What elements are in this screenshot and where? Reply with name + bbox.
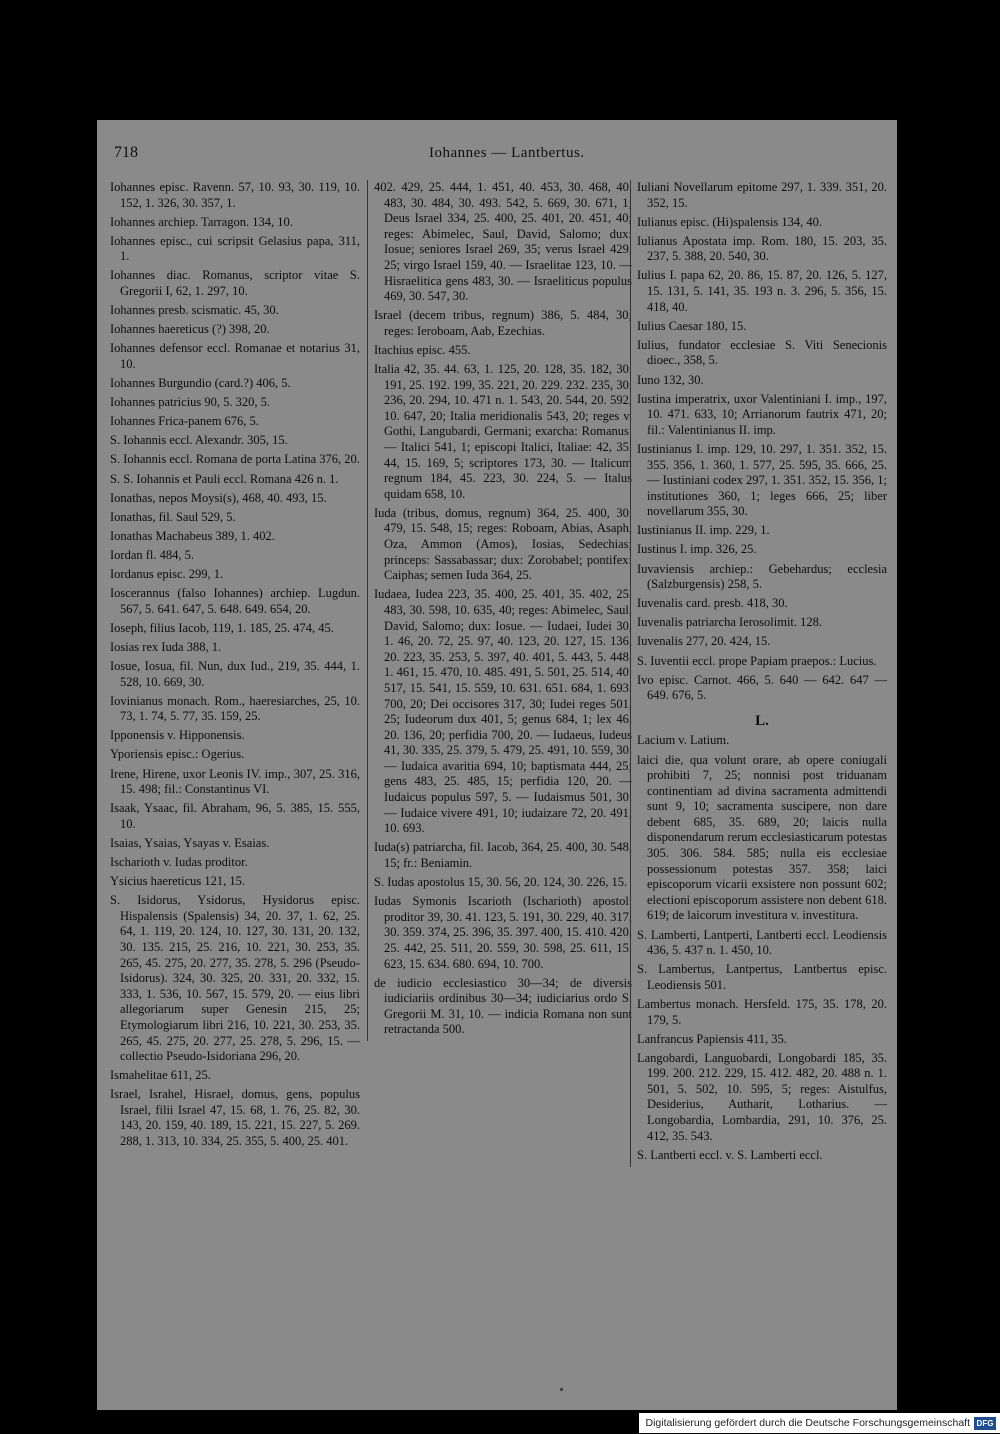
index-entry: S. Lamberti, Lantperti, Lantberti eccl. Leodiensis 436, 5. 437 n. 1. 450, 10. (637, 927, 887, 958)
index-entry: Iulianus episc. (Hi)spalensis 134, 40. (637, 214, 823, 229)
index-entry: Iulius, fundator ecclesiae S. Viti Senecionis dioec., 358, 5. (637, 337, 887, 368)
index-entry: laici die, qua volunt orare, ab opere coniugali prohibiti 7, 25; nonnisi post triduanam continentiam ad divina sacramenta admittendi sunt 9, 10; sacramenta suscipere, non dare debent 685, 35. 689, 20; laicis nulla disponendarum rerum ecclesiasticarum potestas 305. 306. 584. 585; nulla eis ecclesiae possessionum potestas 357. 358; laici episcoporum vicarii exsistere non possunt 602; electioni episcoporum assistere non debent 618. 619; de laicorum investitura v. investitura. (637, 752, 887, 923)
footer-mark (560, 1388, 563, 1391)
index-entry: Isaak, Ysaac, fil. Abraham, 96, 5. 385, 15. 555, 10. (110, 801, 360, 831)
index-entry: Iuvenalis patriarcha Ierosolimit. 128. (637, 615, 823, 630)
index-entry: Isaias, Ysaias, Ysayas v. Esaias. (110, 835, 270, 850)
index-entry: Iustina imperatrix, uxor Valentiniani I. imp., 197, 10. 471. 633, 10; Arrianorum fautrix 471, 20; fil.: Valentinianus II. imp. (637, 391, 887, 437)
index-entry: Iudaea, Iudea 223, 35. 400, 25. 401, 35. 402, 25. 483, 30. 598, 10. 635, 40; reges: Abimelec, Saul, David, Salomo; dux: Iosue. — Iudaei, Iudei 30, 1. 46, 20. 72, 25. 97, 40. 123, 20. 127, 15. 136, 20. 223, 35. 253, 5. 397, 40. 401, 5. 443, 5. 448, 1. 461, 15. 470, 10. 485. 491, 5. 501, 25. 514, 40. 517, 15. 541, 15. 559, 10. 631. 651. 684, 1. 693. 700, 20; Dei occisores 317, 30; Iudei reges 501, 25; Iudeorum dux 401, 5; genus 684, 1; lex 46, 20. 136, 20; perfidia 700, 20. — Iudaeus, Iudeus 41, 30. 335, 25. 379, 5. 479, 25. 491, 10. 559, 30. — Iudaica avaritia 694, 10; baptismata 444, 25; gens 483, 25. 485, 15; perfidia 120, 20. — Iudaicus populus 597, 5. — Iudaismus 501, 30. — Iudaice vivere 491, 10; iudaizare 72, 20. 491, 10. 693. (374, 587, 632, 836)
scanned-page (97, 120, 897, 1410)
index-entry: Ionathas, nepos Moysi(s), 468, 40. 493, 15. (110, 490, 327, 505)
index-entry: Ionathas Machabeus 389, 1. 402. (110, 528, 275, 543)
index-entry: Iohannes patricius 90, 5. 320, 5. (110, 395, 271, 410)
index-entry: Ischarioth v. Iudas proditor. (110, 854, 248, 869)
index-entry: Iuvenalis 277, 20. 424, 15. (637, 634, 771, 649)
index-column-2 (367, 180, 632, 1041)
funding-credit (639, 1413, 1000, 1433)
index-entry: S. Iudas apostolus 15, 30. 56, 20. 124, 30. 226, 15. (374, 875, 628, 890)
index-entry: Iustinianus II. imp. 229, 1. (637, 523, 770, 538)
index-entry: Iovinianus monach. Rom., haeresiarches, 25, 10. 73, 1. 74, 5. 77, 35. 159, 25. (110, 693, 360, 724)
index-entry: Iohannes episc. Ravenn. 57, 10. 93, 30. 119, 10. 152, 1. 326, 30. 357, 1. (110, 180, 360, 210)
index-entry: Iuliani Novellarum epitome 297, 1. 339. 351, 20. 352, 15. (637, 180, 887, 210)
index-entry: Iohannes Burgundio (card.?) 406, 5. (110, 376, 291, 391)
index-entry: Langobardi, Languobardi, Longobardi 185, 35. 199. 200. 212. 229, 15. 412. 482, 20. 488 n. 1. 501, 5. 502, 10. 595, 5; reges: Aistulfus, Desiderius, Autharit, Lotharius. — Longobardia, Lombardia, 291, 10. 376, 25. 412, 35. 543. (637, 1050, 887, 1143)
index-entry: Iulius Caesar 180, 15. (637, 318, 747, 333)
index-entry: Iohannes episc., cui scripsit Gelasius papa, 311, 1. (110, 233, 360, 264)
section-letter: L. (755, 712, 769, 729)
index-entry: Israel, Israhel, Hisrael, domus, gens, populus Israel, filii Israel 47, 15. 68, 1. 76, 25. 82, 30. 143, 20. 159, 40. 189, 15. 221, 15. 227, 5. 269. 288, 1. 313, 10. 334, 25. 355, 5. 400, 25. 401. (110, 1087, 360, 1149)
index-entry: Yporiensis episc.: Ogerius. (110, 747, 245, 762)
index-entry: Iordan fl. 484, 5. (110, 547, 195, 562)
index-entry: Iordanus episc. 299, 1. (110, 566, 224, 581)
funding-credit-text: Digitalisierung gefördert durch die Deutsche Forschungsgemeinschaft (645, 1417, 970, 1429)
index-entry: Ionathas, fil. Saul 529, 5. (110, 509, 236, 524)
index-entry: S. Iuventii eccl. prope Papiam praepos.: Lucius. (637, 653, 877, 668)
index-entry: Iustinianus I. imp. 129, 10. 297, 1. 351. 352, 15. 355. 356, 1. 360, 1. 577, 25. 595, 35. 666, 25. — Iustiniani codex 297, 1. 351. 352, 15. 356, 1; institutiones 360, 1; leges 666, 25; liber novellarum 355, 30. (637, 441, 887, 519)
index-entry: 402. 429, 25. 444, 1. 451, 40. 453, 30. 468, 40. 483, 30. 484, 30. 493. 542, 5. 669, 30. 671, 1; Deus Israel 334, 25. 400, 25. 401, 20. 451, 40; reges: Abimelec, Saul, David, Salomo; dux: Iosue; seniores Israel 269, 35; verus Israel 429, 25; virgo Israel 159, 40. — Israelitae 123, 10. — Hisraelitica gens 483, 30. — Israeliticus populus 469, 30. 547, 30. (374, 180, 632, 304)
page-number: 718 (114, 144, 138, 161)
index-entry: Lanfrancus Papiensis 411, 35. (637, 1031, 787, 1046)
index-entry: Italia 42, 35. 44. 63, 1. 125, 20. 128, 35. 182, 30. 191, 25. 192. 199, 35. 221, 20. 229. 232. 235, 30. 236, 20. 294, 10. 471 n. 1. 543, 20. 544, 20. 592, 10. 647, 20; Italia meridionalis 543, 20; reges v. Gothi, Langubardi, Germani; exarcha: Romanus. — Italici 541, 1; episcopi Italici, Italiae: 42, 35. 44, 15. 169, 5; scriptores 173, 30. — Italicum regnum 184, 45. 223, 30. 224, 5. — Italus quidam 658, 10. (374, 362, 632, 501)
running-head: Iohannes — Lantbertus. (429, 145, 585, 161)
index-entry: Lacium v. Latium. (637, 733, 730, 748)
index-entry: Ivo episc. Carnot. 466, 5. 640 — 642. 647 — 649. 676, 5. (637, 672, 887, 703)
index-entry: S. Iohannis eccl. Alexandr. 305, 15. (110, 433, 288, 448)
index-entry: S. S. Iohannis et Pauli eccl. Romana 426 n. 1. (110, 471, 339, 486)
index-entry: Itachius episc. 455. (374, 342, 471, 357)
page-header (114, 144, 884, 168)
index-entry: Iuno 132, 30. (637, 372, 704, 387)
index-entry: Iulius I. papa 62, 20. 86, 15. 87, 20. 126, 5. 127, 15. 131, 5. 141, 35. 193 n. 3. 296, 5. 356, 15. 418, 40. (637, 268, 887, 314)
index-entry: S. Lantberti eccl. v. S. Lamberti eccl. (637, 1147, 823, 1162)
index-entry: Iuda (tribus, domus, regnum) 364, 25. 400, 30. 479, 15. 548, 15; reges: Roboam, Abias, Asaph, Oza, Ammon (Amos), Iosias, Sedechias; princeps: Sassabassar; dux: Zorobabel; pontifex: Caiphas; semen Iuda 364, 25. (374, 505, 632, 583)
index-entry: Ipponensis v. Hipponensis. (110, 728, 245, 743)
index-entry: Ioseph, filius Iacob, 119, 1. 185, 25. 474, 45. (110, 620, 334, 635)
dfg-logo: DFG (974, 1417, 996, 1430)
index-entry: Iudas Symonis Iscarioth (Ischarioth) apostol. proditor 39, 30. 41. 123, 5. 191, 30. 229, 40. 317, 30. 359. 374, 25. 396, 35. 397. 400, 15. 410. 420, 25. 442, 25. 511, 20. 559, 30. 598, 25. 611, 15. 623, 15. 634. 680. 694, 10. 700. (374, 894, 632, 971)
index-entry: Iustinus I. imp. 326, 25. (637, 542, 757, 557)
index-entry: S. Iohannis eccl. Romana de porta Latina 376, 20. (110, 452, 360, 467)
index-entry: Israel (decem tribus, regnum) 386, 5. 484, 30; reges: Ieroboam, Aab, Ezechias. (374, 308, 632, 338)
index-entry: Iuda(s) patriarcha, fil. Iacob, 364, 25. 400, 30. 548, 15; fr.: Beniamin. (374, 840, 632, 870)
index-entry: Iohannes diac. Romanus, scriptor vitae S. Gregorii I, 62, 1. 297, 10. (110, 268, 360, 299)
index-entry: Iohannes haereticus (?) 398, 20. (110, 322, 270, 337)
index-entry: Iohannes Frica-panem 676, 5. (110, 414, 259, 429)
index-entry: S. Isidorus, Ysidorus, Hysidorus episc. Hispalensis (Spalensis) 34, 20. 37, 1. 62, 25. 64, 1. 119, 20. 124, 10. 127, 30. 131, 20. 132, 30. 135. 215, 25. 216, 10. 221, 30. 253, 35. 265, 45. 275, 20. 277, 35. 278, 5. 296 (Pseudo-Isidorus). 324, 30. 325, 20. 331, 20. 332, 15. 333, 1. 536, 10. 567, 15. 579, 20. — eius libri allegoriarum super Genesin 215, 25; Etymologiarum libri 216, 10. 221, 30. 253, 35. 265, 45. 275, 20. 277, 25. 278, 5. 296, 15. — collectio Pseudo-Isidoriana 296, 20. (110, 893, 360, 1064)
index-column-3 (630, 180, 887, 1167)
index-entry: de iudicio ecclesiastico 30—34; de diversis iudiciariis ordinibus 30—34; iudiciarius ordo S. Gregorii M. 31, 10. — indicia Romana non sunt retractanda 500. (374, 975, 632, 1037)
index-entry: Iosue, Iosua, fil. Nun, dux Iud., 219, 35. 444, 1. 528, 10. 669, 30. (110, 658, 360, 689)
index-entry: Lambertus monach. Hersfeld. 175, 35. 178, 20. 179, 5. (637, 996, 887, 1027)
index-entry: S. Lambertus, Lantpertus, Lantbertus episc. Leodiensis 501. (637, 962, 887, 992)
index-entry: Iohannes defensor eccl. Romanae et notarius 31, 10. (110, 341, 360, 371)
index-entry: Iuvaviensis archiep.: Gebehardus; ecclesia (Salzburgensis) 258, 5. (637, 561, 887, 592)
index-entry: Iosias rex Iuda 388, 1. (110, 639, 222, 654)
index-entry: Iulianus Apostata imp. Rom. 180, 15. 203, 35. 237, 5. 388, 20. 540, 30. (637, 233, 887, 264)
index-entry: Iohannes archiep. Tarragon. 134, 10. (110, 214, 293, 229)
index-entry: Ismahelitae 611, 25. (110, 1068, 211, 1083)
index-entry: Irene, Hirene, uxor Leonis IV. imp., 307, 25. 316, 15. 498; fil.: Constantinus VI. (110, 766, 360, 797)
index-entry: Iohannes presb. scismatic. 45, 30. (110, 303, 279, 318)
index-entry: Iuvenalis card. presb. 418, 30. (637, 596, 788, 611)
index-column-1 (110, 180, 360, 1153)
index-entry: Ysicius haereticus 121, 15. (110, 874, 246, 889)
index-entry: Ioscerannus (falso Iohannes) archiep. Lugdun. 567, 5. 641. 647, 5. 648. 649. 654, 20. (110, 586, 360, 616)
